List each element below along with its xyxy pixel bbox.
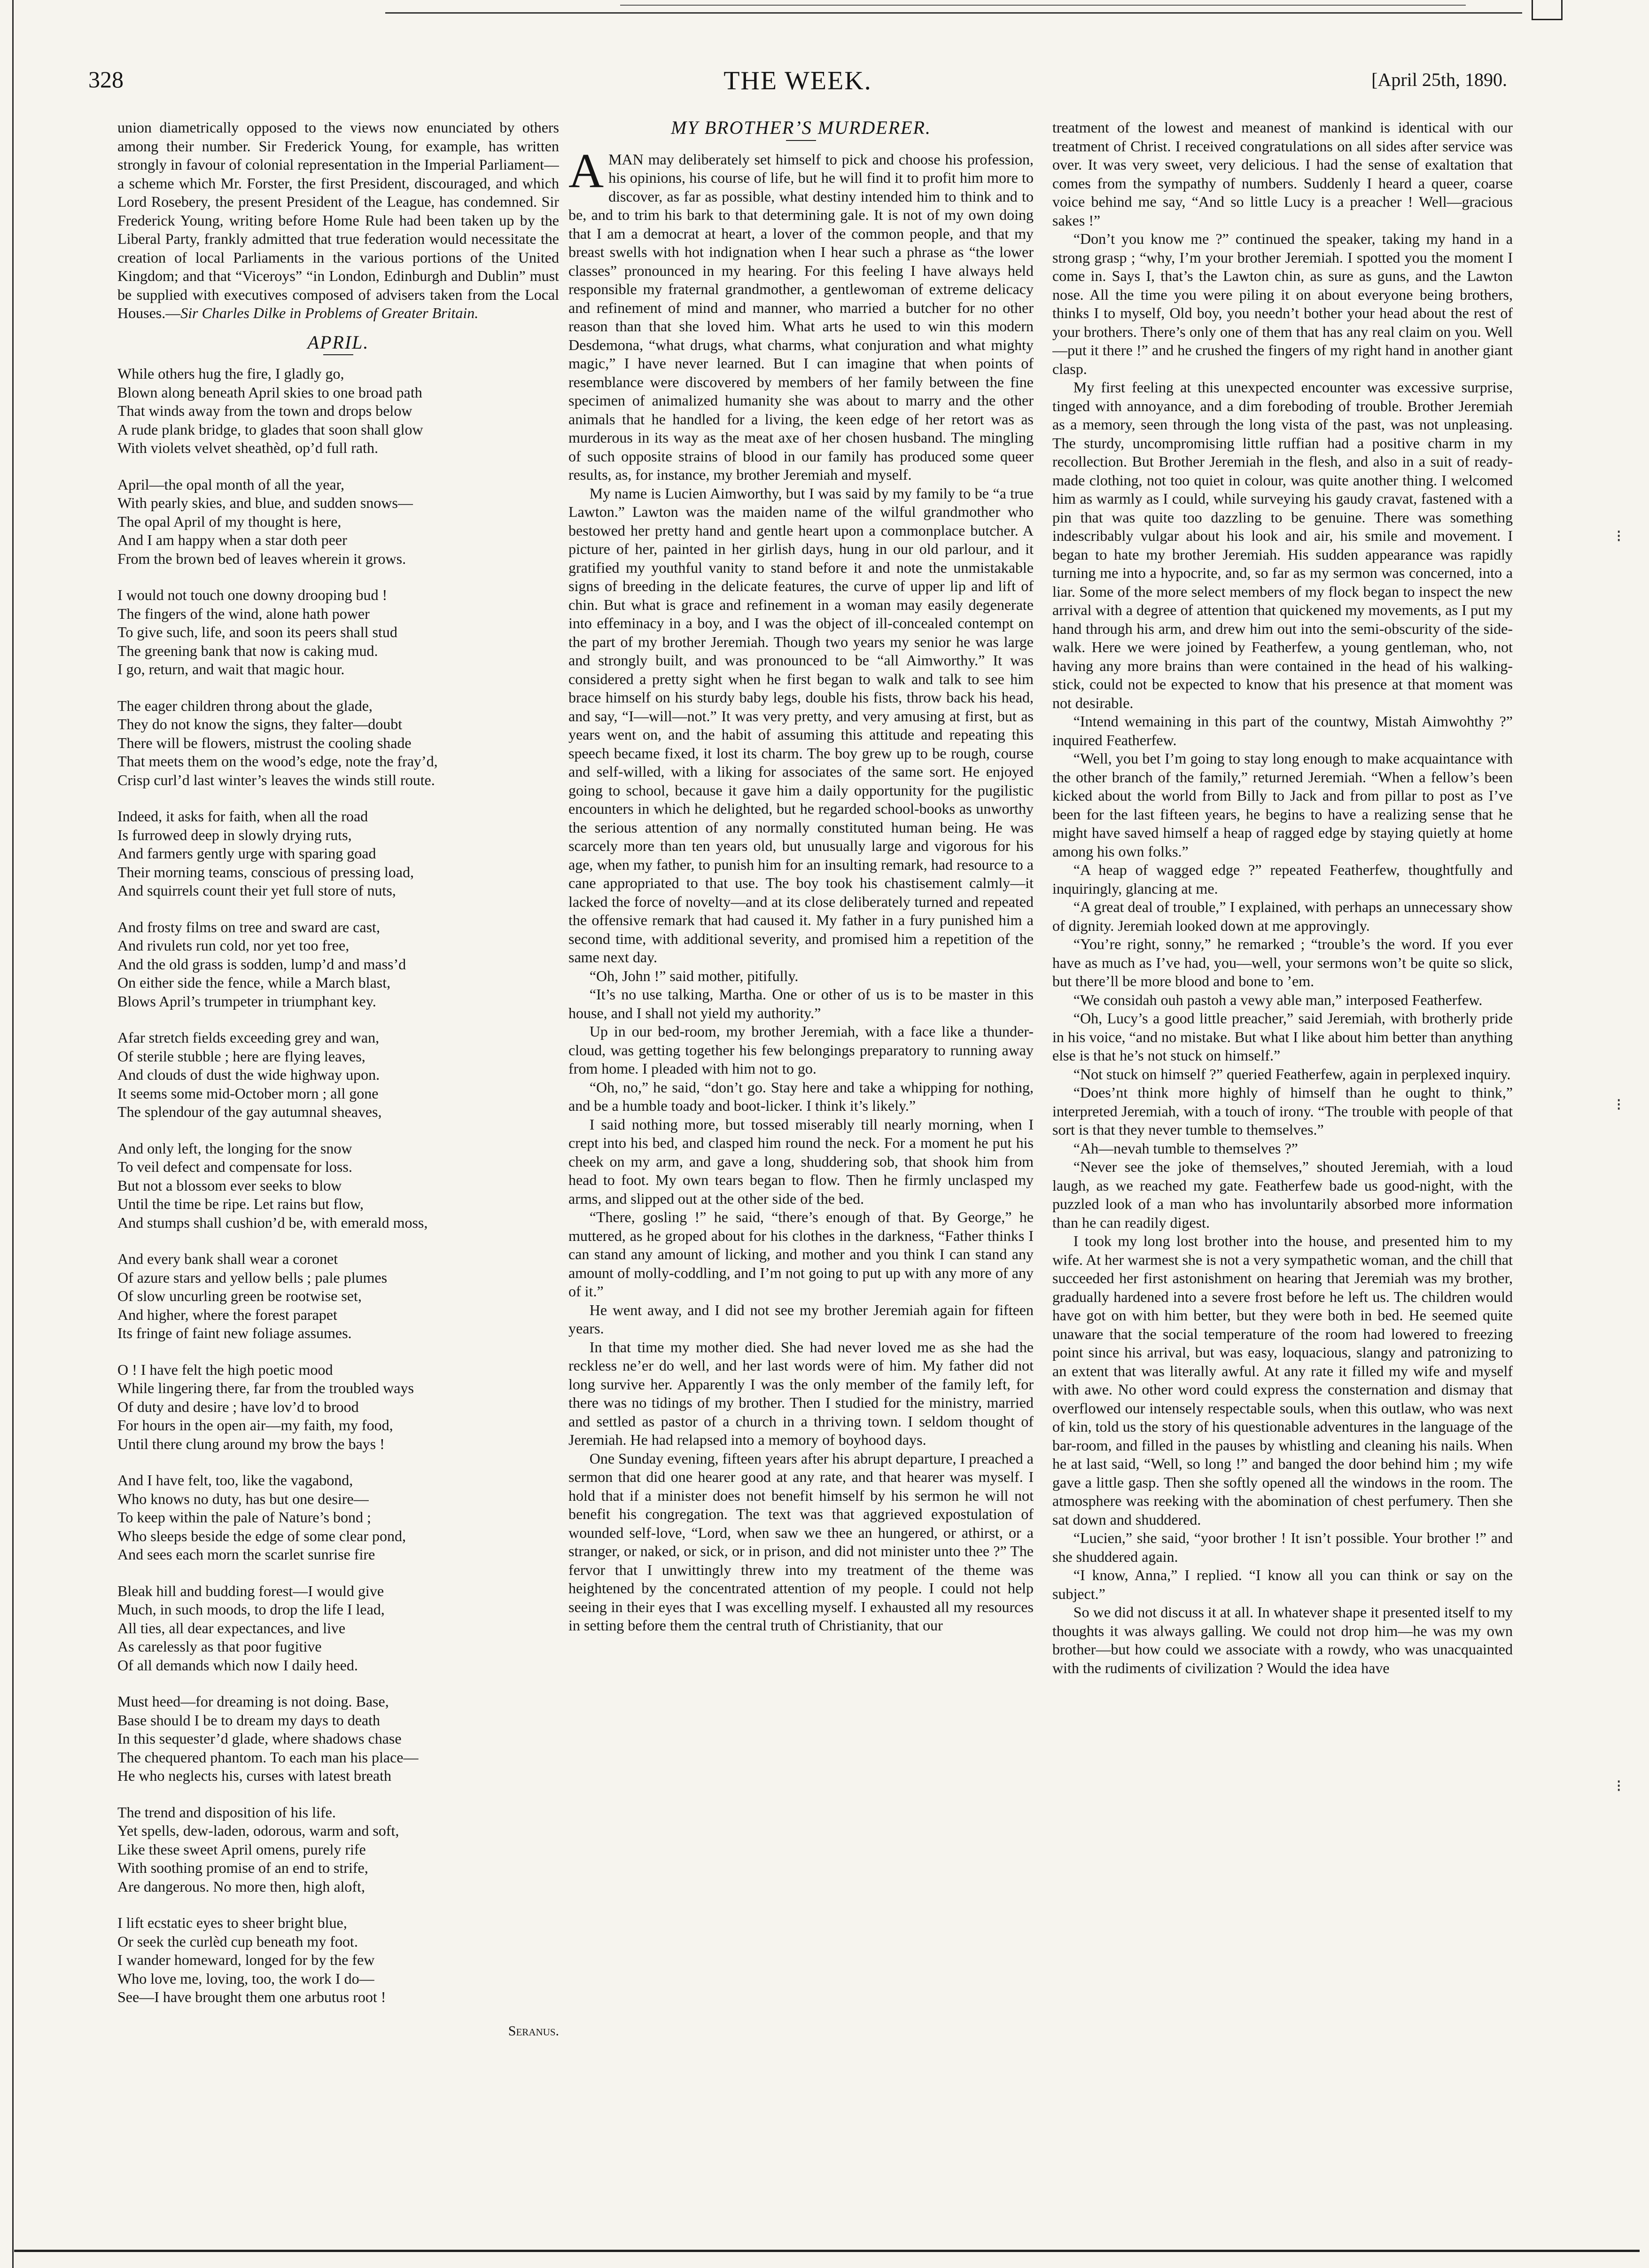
poem-line: To veil defect and compensate for loss.	[117, 1158, 352, 1175]
paragraph: Up in our bed-room, my brother Jeremiah, with a face like a thunder-cloud, was getting together his few belongings preparatory to running away from home. I pleaded with him not to go.	[568, 1023, 1034, 1077]
poem-line: The opal April of my thought is here,	[117, 513, 342, 530]
poem-line: And clouds of dust the wide highway upon.	[117, 1066, 380, 1083]
poem-line: Of sterile stubble ; here are flying leaves,	[117, 1047, 366, 1065]
poem-signature: Seranus.	[508, 2023, 559, 2039]
paragraph: “It’s no use talking, Martha. One or other of us is to be master in this house, and I shall not yield my authority.”	[568, 986, 1034, 1021]
poem-line: Base should I be to dream my days to death	[117, 1711, 380, 1729]
poem-line: The eager children throng about the glade,	[117, 697, 373, 714]
poem-line: As carelessly as that poor fugitive	[117, 1638, 322, 1655]
column-1	[117, 118, 559, 2233]
poem-line: I go, return, and wait that magic hour.	[117, 661, 345, 678]
poem-stanza	[117, 1250, 559, 1343]
drop-cap: A	[568, 143, 604, 198]
poem-line: He who neglects his, curses with latest breath	[117, 1767, 391, 1784]
poem	[117, 365, 559, 2007]
poem-line: Who knows no duty, has but one desire—	[117, 1490, 369, 1507]
poem-stanza	[117, 1803, 559, 1896]
poem-line: The greening bank that now is caking mud.	[117, 642, 378, 659]
paragraph: “We considah ouh pastoh a vewy able man,” interposed Featherfew.	[1073, 991, 1483, 1008]
poem-stanza	[117, 1692, 559, 1785]
poem-line: I wander homeward, longed for by the few	[117, 1951, 375, 1968]
story-title: MY BROTHER’S MURDERER.	[671, 118, 931, 138]
poem-line: And rivulets run cold, nor yet too free,	[117, 937, 350, 954]
poem-line: And I have felt, too, like the vagabond,	[117, 1472, 353, 1489]
poem-title: APRIL.	[307, 331, 369, 353]
poem-line: Like these sweet April omens, purely rife	[117, 1840, 366, 1858]
poem-line: And I am happy when a star doth peer	[117, 531, 347, 548]
poem-line: April—the opal month of all the year,	[117, 475, 345, 493]
poem-line: The fingers of the wind, alone hath power	[117, 605, 370, 622]
poem-line: In this sequester’d glade, where shadows chase	[117, 1730, 402, 1747]
poem-line: The splendour of the gay autumnal sheaves,	[117, 1103, 382, 1120]
paragraph: “A great deal of trouble,” I explained, with perhaps an unnecessary show of dignity. Jeremiah looked down at me approvingly.	[1052, 898, 1513, 934]
poem-line: Who love me, loving, too, the work I do—	[117, 1970, 374, 1987]
issue-date: [April 25th, 1890.	[1371, 69, 1507, 90]
paragraph: “A heap of wagged edge ?” repeated Featherfew, thoughtfully and inquiringly, glancing at me.	[1052, 861, 1513, 897]
masthead: THE WEEK.	[723, 66, 872, 95]
poem-line: And squirrels count their yet full store of nuts,	[117, 882, 396, 899]
poem-line: The trend and disposition of his life.	[117, 1803, 336, 1821]
poem-line: That meets them on the wood’s edge, note the fray’d,	[117, 753, 438, 770]
paragraph: “Not stuck on himself ?” queried Featherfew, again in perplexed inquiry.	[1073, 1065, 1511, 1083]
title-rule	[786, 140, 816, 141]
poem-stanza	[117, 1029, 559, 1122]
page-left-edge	[12, 0, 14, 2268]
poem-line: To keep within the pale of Nature’s bond ;	[117, 1509, 371, 1526]
margin-mark: ⁝	[1616, 1095, 1622, 1114]
poem-line: Is furrowed deep in slowly drying ruts,	[117, 826, 352, 843]
poem-line: There will be flowers, mistrust the cooling shade	[117, 734, 412, 751]
poem-line: Must heed—for dreaming is not doing. Base,	[117, 1693, 389, 1710]
poem-stanza	[117, 807, 559, 900]
poem-line: I would not touch one downy drooping bud !	[117, 586, 388, 603]
poem-line: All ties, all dear expectances, and live	[117, 1619, 346, 1637]
page-header	[88, 66, 1507, 99]
poem-line: Afar stretch fields exceeding grey and wan,	[117, 1029, 380, 1046]
title-rule	[323, 354, 353, 355]
poem-line: And higher, where the forest parapet	[117, 1306, 337, 1323]
margin-mark: ⁝	[1616, 1777, 1622, 1795]
paragraph: My first feeling at this unexpected encounter was excessive surprise, tinged with annoyance, and a dim foreboding of trouble. Brother Jeremiah as a memory, seen through the long vista of the past, was not unpleasing. The sturdy, uncompromising little ruffian had a positive charm in my recollection. But Brother Jeremiah in the flesh, and also in a suit of ready-made clothing, not too quiet in colour, was quite another thing. I welcomed him as warmly as I could, while surveying his gaudy cravat, fastened with a pin that was quite too dazzling to be genuine. There was something indescribably vulgar about his look and air, his smile and movement. I began to hate my brother Jeremiah. His sudden appearance was rapidly turning me into a hypocrite, and, so far as my sermon was concerned, into a liar. Some of the more select members of my flock began to inspect the new arrival with a degree of attention that quickened my movements, as I put my hand through his arm, and drew him out into the semi-obscurity of the side-walk. Here we were joined by Featherfew, a young gentleman, who, not having any more brains than were contained in the head of his walking-stick, could not be expected to know that his presence at that moment was not desirable.	[1052, 379, 1513, 711]
poem-stanza	[117, 1361, 559, 1454]
poem-line: Blown along beneath April skies to one broad path	[117, 383, 422, 401]
paragraph: “Ah—nevah tumble to themselves ?”	[1073, 1139, 1298, 1157]
poem-line: A rude plank bridge, to glades that soon shall glow	[117, 421, 423, 438]
poem-line: Until there clung around my brow the bays !	[117, 1435, 385, 1452]
poem-stanza	[117, 1582, 559, 1675]
poem-line: With soothing promise of an end to strife,	[117, 1859, 368, 1876]
poem-line: Bleak hill and budding forest—I would give	[117, 1582, 384, 1599]
poem-line: And farmers gently urge with sparing goad	[117, 845, 376, 862]
poem-line: And frosty films on tree and sward are cast,	[117, 918, 380, 935]
paragraph: treatment of the lowest and meanest of mankind is identical with our treatment of Christ. I received congratulations on all sides after service was over. It was very sweet, very delicious. I had the sense of exaltation that comes from the sympathy of numbers. Suddenly I heard a queer, coarse voice behind me say, “And so little Lucy is a preacher ! Well—gracious sakes !”	[1052, 119, 1513, 229]
paragraph-text: MAN may deliberately set himself to pick and choose his profession, his opinions, his course of life, but he will find it to profit him more to discover, as far as possible, what destiny intended him to think and to be, and to trim his bark to that determining gale. It is not of my own doing that I am a democrat at heart, a lover of the common people, and that my breast swells with hot indignation when I hear such a phrase as “the lower classes” pronounced in my hearing. For this feeling I have always held responsible my fraternal grandmother, a gentlewoman of extreme delicacy and refinement of mind and manner, who married a butcher for no other reason than that she loved him. What arts he used to win this modern Desdemona, “what drugs, what charms, what conjuration and what mighty magic,” I have never learned. But I can imagine that when points of resemblance were discovered by members of her family between the fine specimen of animalized humanity she was about to marry and the other animals that he handled for a living, the keen edge of her retort was as murderous in its way as the meat axe of her chosen husband. The mingling of such opposite strains of blood in our family has produced some queer results, as, for instance, my brother Jeremiah and myself.	[568, 150, 1034, 483]
poem-line: And the old grass is sodden, lump’d and mass’d	[117, 955, 406, 973]
poem-line: Of azure stars and yellow bells ; pale plumes	[117, 1269, 388, 1286]
poem-line: Are dangerous. No more then, high aloft,	[117, 1878, 365, 1895]
scan-edge-top	[385, 0, 1522, 14]
poem-line: With pearly skies, and blue, and sudden snows—	[117, 494, 413, 511]
paragraph: “There, gosling !” he said, “there’s enough of that. By George,” he muttered, as he groped about for his clothes in the darkness, “Father thinks I can stand any amount of licking, and mother and you think I can stand any amount of molly-coddling, and I’m not going to put up with any more of any of it.”	[568, 1208, 1034, 1300]
poem-line: Crisp curl’d last winter’s leaves the winds still route.	[117, 771, 435, 788]
scan-clip-mark	[1532, 0, 1563, 20]
poem-stanza	[117, 586, 559, 679]
poem-line: Who sleeps beside the edge of some clear pond,	[117, 1527, 406, 1544]
paragraph: “Never see the joke of themselves,” shouted Jeremiah, with a loud laugh, as we reached my gate. Featherfew bade us good-night, with the puzzled look of a man who has involuntarily absorbed more information than he can readily digest.	[1052, 1158, 1513, 1231]
poem-line: Or seek the curlèd cup beneath my foot.	[117, 1933, 358, 1950]
paragraph: In that time my mother died. She had never loved me as she had the reckless ne’er do well, and her last words were of him. My father did not long survive her. Apparently I was the only member of the family left, for there was no tidings of my brother. Then I studied for the ministry, married and settled as pastor of a church in a thriving town. I seldom thought of Jeremiah. He had relapsed into a memory of boyhood days.	[568, 1338, 1034, 1448]
paragraph: “You’re right, sonny,” he remarked ; “trouble’s the word. If you ever have as much as I’ve had, you—well, your sermons won’t be quite so slick, but there’ll be more blood and bone to ’em.	[1052, 935, 1513, 990]
poem-line: But not a blossom ever seeks to blow	[117, 1177, 342, 1194]
attribution: Sir Charles Dilke in Problems of Greater Britain.	[180, 304, 479, 321]
paragraph: One Sunday evening, fifteen years after his abrupt departure, I preached a sermon that did one hearer good at any rate, and that hearer was myself. I hold that if a minister does not benefit himself by his sermon he will not benefit his congregation. The text was that aggrieved expostulation of wounded self-love, “Lord, when saw we thee an hungered, or athirst, or a stranger, or naked, or sick, or in prison, and did not minister unto thee ?” The fervor that I unwittingly threw into my treatment of the theme was heightened by the concentrated attention of my people. I could not help seeing in their eyes that I was excelling myself. I exhausted all my resources in setting before them the central truth of Christianity, that our	[568, 1450, 1034, 1634]
poem-line: And sees each morn the scarlet sunrise fire	[117, 1546, 375, 1563]
scan-edge-top-rule	[620, 5, 1466, 6]
paragraph: “I know, Anna,” I replied. “I know all you can think or say on the subject.”	[1052, 1567, 1513, 1602]
poem-stanza	[117, 918, 559, 1011]
paragraph: “Intend wemaining in this part of the countwy, Mistah Aimwohthy ?” inquired Featherfew.	[1052, 713, 1513, 748]
poem-line: While lingering there, far from the troubled ways	[117, 1380, 414, 1396]
poem-stanza	[117, 1471, 559, 1564]
poem-line: Of slow uncurling green be rootwise set,	[117, 1287, 362, 1304]
column-2	[568, 118, 1034, 2233]
poem-line: While others hug the fire, I gladly go,	[117, 365, 344, 382]
poem-line: Its fringe of faint new foliage assumes.	[117, 1325, 352, 1341]
paragraph: “Well, you bet I’m going to stay long enough to make acquaintance with the other branch of the family,” returned Jeremiah. “When a fellow’s been kicked about the world from Billy to Jack and from pillar to post as I’ve been for the last fifteen years, he begins to have a realizing sense that he might have saved himself a heap of ragged edge by staying quietly at home among his own folks.”	[1052, 750, 1513, 860]
paragraph: “Oh, John !” said mother, pitifully.	[589, 967, 799, 984]
paragraph: My name is Lucien Aimworthy, but I was said by my family to be “a true Lawton.” Lawton was the maiden name of the wilful grandmother who bestowed her pretty hand and gentle heart upon a commonplace butcher. A picture of her, painted in her girlish days, hung in our old parlour, and it gratified my youthful vanity to stand before it and note the unmistakable signs of breeding in the delicate features, the curve of upper lip and lift of chin. But what is grace and refinement in a woman may easily degenerate into effeminacy in a boy, and I was the object of ill-concealed contempt on the part of my brother Jeremiah. Though two years my senior he was large and strongly built, and was pronounced to be “all Aimworthy.” It was considered a pretty sight when he first began to walk and talk to see him brace himself on his sturdy baby legs, double his fists, throw back his head, and say, “I—will—not.” It was very pretty, and very amusing at first, but as years went on, and the habit of assuming this attitude and repeating this speech became fixed, it lost its charm. The boy grew up to be rough, course and self-willed, with a liking for associates of the same sort. He enjoyed going to school, because it gave him a daily opportunity for the pugilistic encounters in which he delighted, but he regarded school-books as unworthy the serious attention of any normally constituted human being. He was scarcely more than ten years old, but unusually large and vigorous for his age, when my father, to punish him for an insulting remark, had resource to a cane appropriated to that use. The boy took his chastisement calmly—it lacked the force of novelty—and at its close deliberately turned and repeated the offensive remark that had caused it. My father in a fury punished him a second time, with additional severity, and promised him a repetition of the same next day.	[568, 484, 1034, 966]
poem-line: From the brown bed of leaves wherein it grows.	[117, 550, 406, 567]
poem-line: The chequered phantom. To each man his place—	[117, 1748, 419, 1766]
paragraph: I said nothing more, but tossed miserably till nearly morning, when I crept into his bed, and clasped him round the neck. For a moment he put his cheek on my arm, and gave a long, shuddering sob, that shook him from head to foot. My own tears began to flow. Then he firmly unclasped my arms, and slipped out at the other side of the bed.	[568, 1115, 1034, 1207]
poem-line: Indeed, it asks for faith, when all the road	[117, 808, 368, 825]
poem-line: And only left, the longing for the snow	[117, 1139, 352, 1157]
poem-stanza	[117, 1914, 559, 2007]
paragraph	[568, 143, 1034, 484]
poem-line: O ! I have felt the high poetic mood	[117, 1361, 333, 1378]
poem-line: With violets velvet sheathèd, op’d full rath.	[117, 439, 379, 456]
poem-line: Yet spells, dew-laden, odorous, warm and soft,	[117, 1822, 399, 1839]
paragraph	[117, 118, 559, 323]
poem-line: That winds away from the town and drops below	[117, 402, 412, 419]
margin-mark: ⁝	[1616, 527, 1622, 546]
poem-line: See—I have brought them one arbutus root !	[117, 1988, 386, 2005]
poem-stanza	[117, 1139, 559, 1232]
paragraph: “Lucien,” she said, “yoor brother ! It isn’t possible. Your brother !” and she shuddered again.	[1052, 1529, 1513, 1565]
paragraph: “Oh, no,” he said, “don’t go. Stay here and take a whipping for nothing, and be a humble toady and boot-licker. I think it’s likely.”	[568, 1078, 1034, 1114]
poem-line: For hours in the open air—my faith, my food,	[117, 1417, 393, 1434]
poem-line: To give such, life, and soon its peers shall stud	[117, 624, 397, 640]
poem-line: Until the time be ripe. Let rains but flow,	[117, 1195, 364, 1212]
poem-line: Much, in such moods, to drop the life I lead,	[117, 1601, 385, 1618]
poem-line: Of duty and desire ; have lov’d to brood	[117, 1398, 359, 1415]
poem-line: And stumps shall cushion’d be, with emerald moss,	[117, 1214, 428, 1231]
paragraph: So we did not discuss it at all. In whatever shape it presented itself to my thoughts it was always galling. We could not drop him—he was my own brother—but how could we associate with a rowdy, who was unacquainted with the rudiments of civilization ? Would the idea have	[1052, 1604, 1513, 1676]
bottom-rule	[14, 2250, 1640, 2252]
poem-line: Their morning teams, conscious of pressing load,	[117, 863, 414, 881]
page-number: 328	[88, 66, 124, 93]
poem-stanza	[117, 475, 559, 569]
poem-line: On either side the fence, while a March blast,	[117, 974, 391, 991]
poem-line: I lift ecstatic eyes to sheer bright blue,	[117, 1914, 347, 1931]
poem-line: Of all demands which now I daily heed.	[117, 1656, 358, 1674]
poem-stanza	[117, 697, 559, 790]
poem-line: It seems some mid-October morn ; all gone	[117, 1084, 379, 1102]
paragraph: “Does’nt think more highly of himself than he ought to think,” interpreted Jeremiah, with a touch of irony. “The trouble with people of that sort is that they never tumble to themselves.”	[1052, 1084, 1513, 1138]
paragraph-text: union diametrically opposed to the views now enunciated by others among their number. Sir Frederick Young, for example, has written strongly in favour of colonial representation in the Imperial Parliament—a scheme which Mr. Forster, the first President, discouraged, and which Lord Rosebery, the present President of the League, has condemned. Sir Frederick Young, writing before Home Rule had been taken up by the Liberal Party, frankly admitted that true federation would necessitate the creation of local Parliaments in the various portions of the United Kingdom; and that “Viceroys” “in London, Edinburgh and Dublin” must be supplied with executives composed of advisers taken from the Local Houses.—	[117, 119, 559, 321]
paragraph: “Oh, Lucy’s a good little preacher,” said Jeremiah, with brotherly pride in his voice, “and no mistake. But what I like about him better than anything else is that he’s not stuck on himself.”	[1052, 1010, 1513, 1064]
paragraph: “Don’t you know me ?” continued the speaker, taking my hand in a strong grasp ; “why, I’m your brother Jeremiah. I spotted you the moment I come in. Says I, that’s the Lawton chin, as sure as guns, and the Lawton nose. All the time you were piling it on about everyone being brothers, thinks I to myself, Old boy, you needn’t bother your head about the rest of your brothers. There’s only one of them that has any real claim on you. Well—put it there !” and he crushed the fingers of my right hand in another giant clasp.	[1052, 230, 1513, 377]
poem-line: They do not know the signs, they falter—doubt	[117, 716, 403, 733]
poem-line: And every bank shall wear a coronet	[117, 1250, 338, 1267]
paragraph: He went away, and I did not see my brother Jeremiah again for fifteen years.	[568, 1301, 1034, 1337]
poem-stanza	[117, 365, 559, 458]
poem-line: Blows April’s trumpeter in triumphant key.	[117, 992, 376, 1010]
column-3	[1052, 118, 1513, 2233]
paragraph: I took my long lost brother into the house, and presented him to my wife. At her warmest she is not a very sympathetic woman, and the chill that succeeded her first astonishment on hearing that Jeremiah was my brother, gradually hardened into a severe frost before he left us. The children would have got on with him better, but they were both in bed. He seemed quite unaware that the social temperature of the room had lowered to freezing point since his arrival, but was easy, loquacious, slangy and patronizing to an extent that was literally awful. At any rate it filled my wife and myself with awe. No other word could express the consternation and dismay that overflowed our intensely respectable souls, when this outlaw, who was next of kin, told us the story of his questionable adventures in the language of the bar-room, and filled in the pauses by whistling and cleaning his nails. When he at last said, “Well, so long !” and banged the door behind him ; my wife gave a little gasp. Then she softly opened all the windows in the room. The atmosphere was reeking with the abomination of chest perfumery. Then she sat down and shuddered.	[1052, 1232, 1513, 1528]
